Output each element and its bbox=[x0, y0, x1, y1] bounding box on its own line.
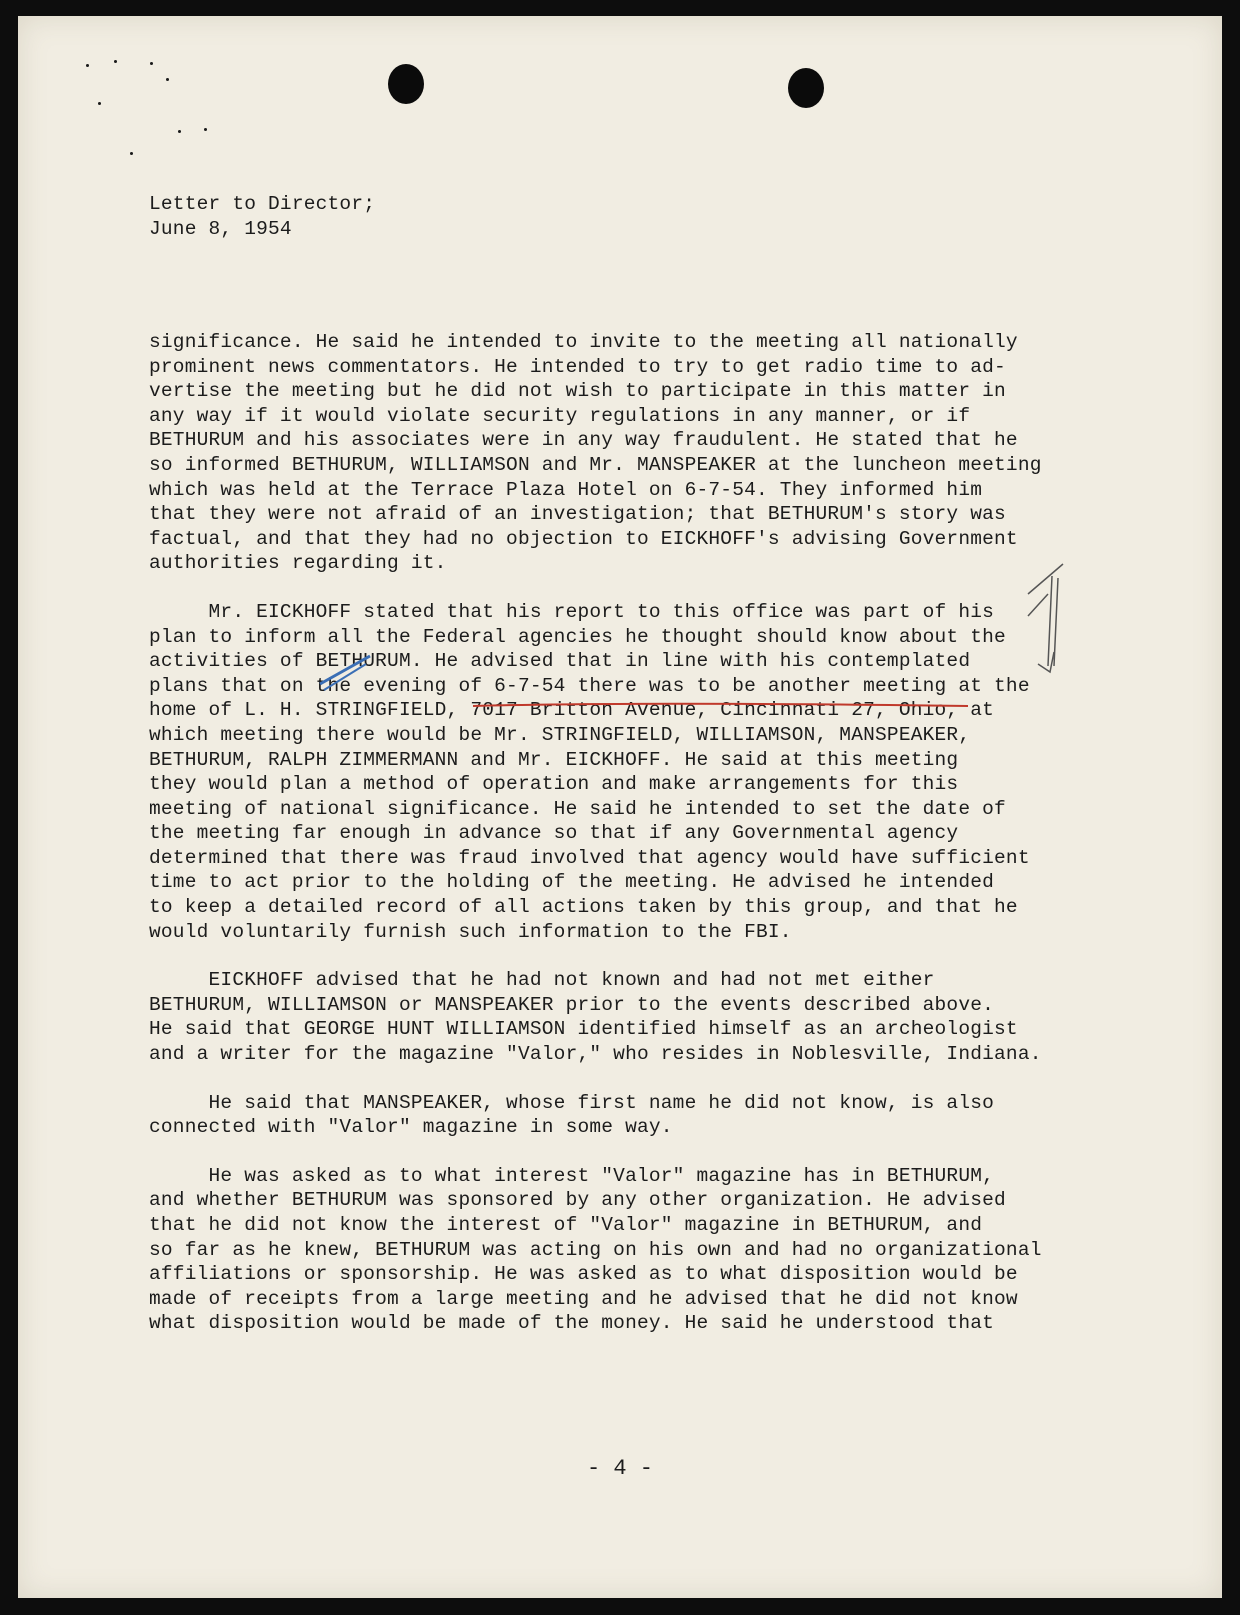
scan-speck bbox=[178, 130, 181, 133]
letter-body bbox=[149, 330, 1042, 1336]
scan-speck bbox=[204, 128, 207, 131]
punch-hole-left bbox=[388, 64, 424, 104]
scan-speck bbox=[150, 62, 153, 65]
paragraph-4: He said that MANSPEAKER, whose first name he did not know, is also connected with "Valor" magazine in some way. bbox=[149, 1091, 995, 1139]
scan-speck bbox=[114, 60, 117, 63]
scan-speck bbox=[166, 78, 169, 81]
punch-hole-right bbox=[788, 68, 824, 108]
paragraph-3: EICKHOFF advised that he had not known and had not met either BETHURUM, WILLIAMSON or MANSPEAKER prior to the events described above. He said that GEORGE HUNT WILLIAMSON identified himself as an archeologist and a writer for the magazine "Valor," who resides in Noblesville, Indiana. bbox=[149, 969, 1042, 1066]
paragraph-2: Mr. EICKHOFF stated that his report to this office was part of his plan to inform all the Federal agencies he thought should know about the activities of BETHURUM. He advised that in line with his contemplated plans that on the evening of 6-7-54 there was to be another meeting at the home of L. H. STRINGFIELD, 7017 Britton Avenue, Cincinnati 27, Ohio, at which meeting there would be Mr. STRINGFIELD, WILLIAMSON, MANSPEAKER, BETHURUM, RALPH ZIMMERMANN and Mr. EICKHOFF. He said at this meeting they would plan a method of operation and make arrangements for this meeting of national significance. He said he intended to set the date of the meeting far enough in advance so that if any Governmental agency determined that there was fraud involved that agency would have sufficient time to act prior to the holding of the meeting. He advised he intended to keep a detailed record of all actions taken by this group, and that he would voluntarily furnish such information to the FBI. bbox=[149, 600, 1030, 943]
header-recipient: Letter to Director; bbox=[149, 193, 376, 215]
scan-speck bbox=[98, 102, 101, 105]
scan-speck bbox=[130, 152, 133, 155]
paragraph-1: significance. He said he intended to invite to the meeting all nationally prominent news commentators. He intended to try to get radio time to ad- vertise the meeting but he did not wish to participate in this matter in any way if it would violate security regulations in any manner, or if BETHURUM and his associates were in any way fraudulent. He stated that he so informed BETHURUM, WILLIAMSON and Mr. MANSPEAKER at the luncheon meeting which was held at the Terrace Plaza Hotel on 6-7-54. They informed him that they were not afraid of an investigation; that BETHURUM's story was factual, and that they had no objection to EICKHOFF's advising Government authorities regarding it. bbox=[149, 331, 1042, 575]
scan-speck bbox=[86, 64, 89, 67]
header-date: June 8, 1954 bbox=[149, 218, 292, 240]
letter-header bbox=[149, 192, 375, 242]
page-number: - 4 - bbox=[586, 1456, 653, 1481]
paragraph-5: He was asked as to what interest "Valor" magazine has in BETHURUM, and whether BETHURUM was sponsored by any other organization. He advised that he did not know the interest of "Valor" magazine in BETHURUM, and so far as he knew, BETHURUM was acting on his own and had no organizational affiliations or sponsorship. He was asked as to what disposition would be made of receipts from a large meeting and he advised that he did not know what disposition would be made of the money. He said he understood that bbox=[149, 1164, 1042, 1335]
document-page bbox=[18, 16, 1222, 1598]
